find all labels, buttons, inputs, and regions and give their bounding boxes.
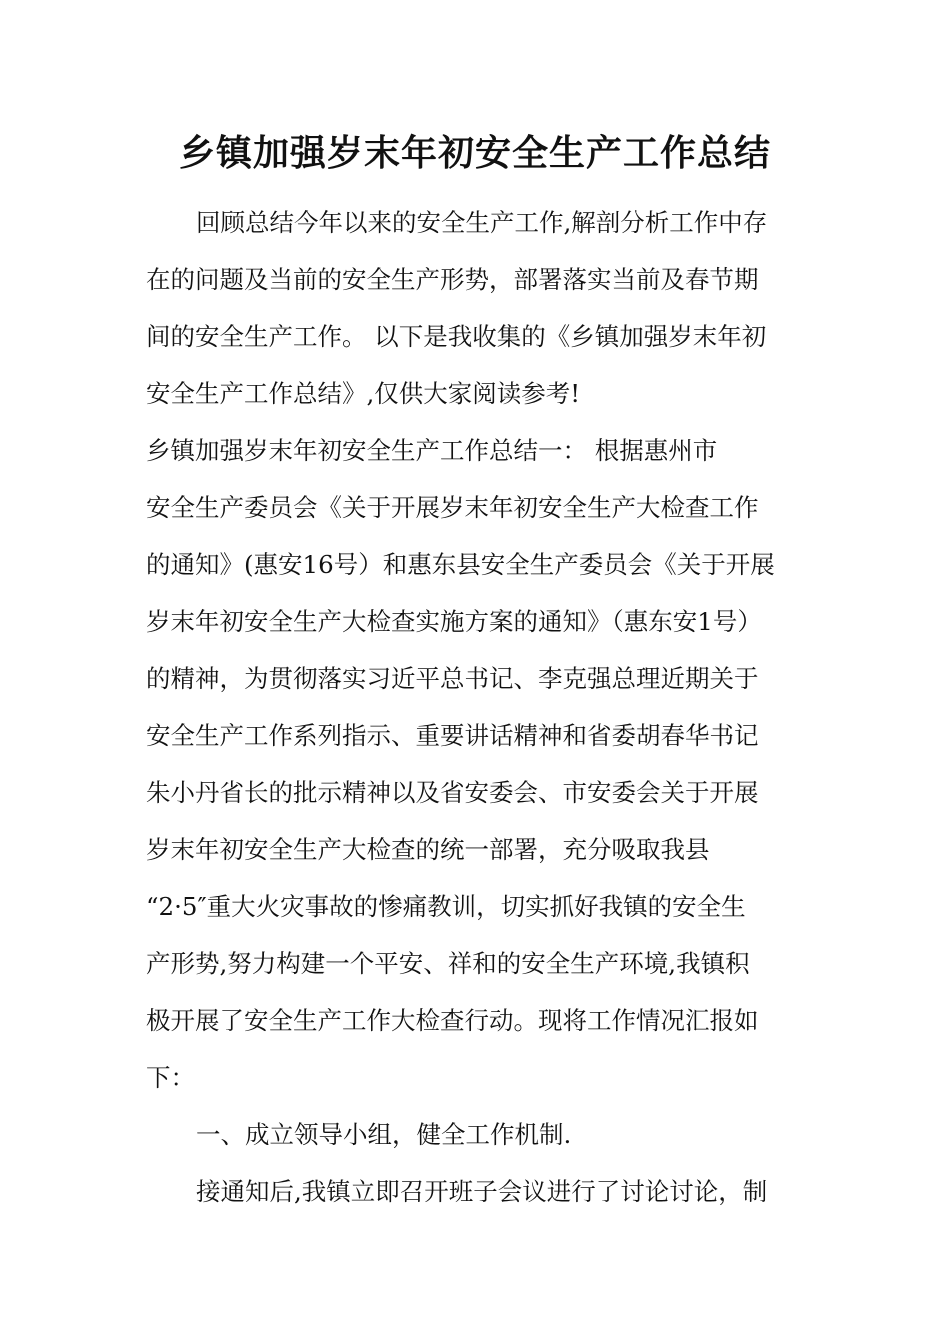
- paragraph-line: 岁末年初安全生产大检查的统一部署，充分吸取我县: [146, 835, 710, 864]
- paragraph-line: 在的问题及当前的安全生产形势，部署落实当前及春节期: [146, 265, 759, 294]
- section-heading: 一、成立领导小组，健全工作机制.: [196, 1120, 572, 1149]
- paragraph-line: 安全生产工作总结》,仅供大家阅读参考!: [146, 379, 581, 408]
- paragraph-line: 安全生产委员会《关于开展岁末年初安全生产大检查工作: [146, 493, 759, 522]
- paragraph-line: 产形势,努力构建一个平安、祥和的安全生产环境,我镇积: [146, 949, 750, 978]
- paragraph-line: 安全生产工作系列指示、重要讲话精神和省委胡春华书记: [146, 721, 759, 750]
- paragraph-line: 间的安全生产工作。 以下是我收集的《乡镇加强岁末年初: [146, 322, 767, 351]
- paragraph-line: “2·5″重大火灾事故的惨痛教训，切实抓好我镇的安全生: [146, 892, 746, 921]
- paragraph-line: 极开展了安全生产工作大检查行动。现将工作情况汇报如: [146, 1006, 759, 1035]
- paragraph-line: 的精神，为贯彻落实习近平总书记、李克强总理近期关于: [146, 664, 759, 693]
- paragraph-line: 下：: [146, 1063, 195, 1092]
- paragraph-line: 回顾总结今年以来的安全生产工作,解剖分析工作中存: [196, 208, 768, 237]
- paragraph-line: 乡镇加强岁末年初安全生产工作总结一： 根据惠州市: [146, 436, 718, 465]
- document-title: 乡镇加强岁末年初安全生产工作总结: [178, 133, 771, 174]
- paragraph-line: 接通知后,我镇立即召开班子会议进行了讨论讨论，制: [196, 1177, 768, 1206]
- paragraph-line: 岁末年初安全生产大检查实施方案的通知》（惠东安1号）: [146, 607, 762, 636]
- paragraph-line: 的通知》(惠安16号）和惠东县安全生产委员会《关于开展: [146, 550, 775, 579]
- paragraph-line: 朱小丹省长的批示精神以及省安委会、市安委会关于开展: [146, 778, 759, 807]
